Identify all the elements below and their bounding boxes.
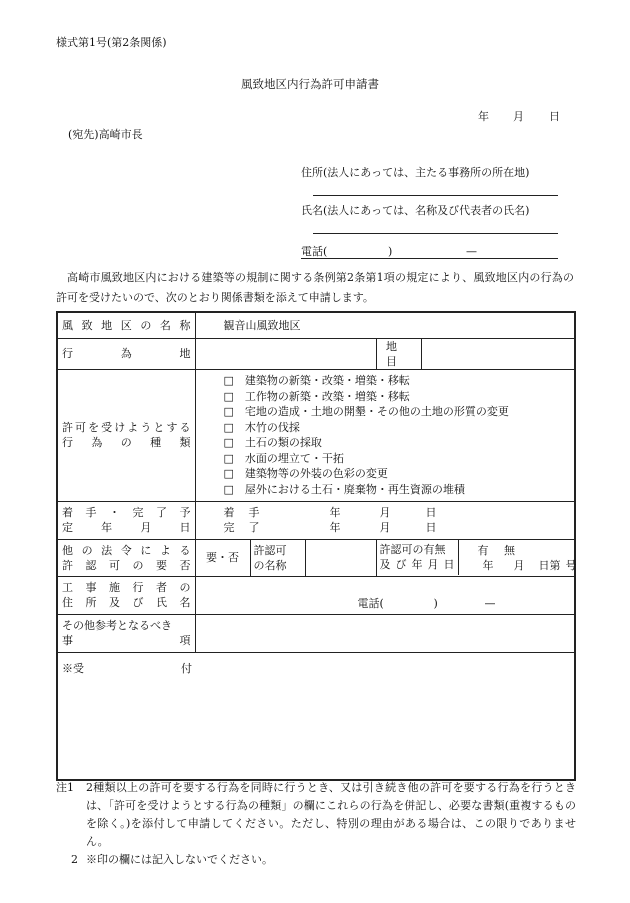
intro-text: 高崎市風致地区内における建築等の規制に関する条例第2条第1項の規定により、風致地区内の行為の許可を受けたいので、次のとおり関係書類を添えて申請します。 bbox=[56, 271, 574, 304]
note-item bbox=[56, 779, 576, 851]
checkbox-icon[interactable]: □ bbox=[223, 482, 234, 496]
reception-label: ※受 bbox=[62, 661, 84, 675]
permit-status-cell bbox=[376, 539, 575, 576]
date-day-label: 日 bbox=[549, 110, 560, 123]
note-label: 注1 bbox=[56, 781, 74, 794]
action-type-option[interactable]: □ 宅地の造成・土地の開墾・その他の土地の形質の変更 bbox=[223, 405, 509, 418]
action-type-label-1: 許可を受けようとする bbox=[62, 421, 191, 434]
action-type-label-cell bbox=[57, 369, 195, 501]
permit-name-input[interactable] bbox=[305, 539, 376, 576]
district-value[interactable]: 観音山風致地区 bbox=[195, 312, 575, 338]
name-label: 氏名(法人にあっては、名称及び代表者の氏名) bbox=[301, 204, 530, 217]
action-type-option[interactable]: □ 工作物の新築・改築・増築・移転 bbox=[223, 389, 410, 403]
other-law-row bbox=[57, 539, 575, 576]
addressee: (宛先)高崎市長 bbox=[68, 128, 143, 141]
contractor-row bbox=[57, 576, 575, 614]
remarks-label-2: 事項 bbox=[62, 634, 191, 647]
contractor-phone-dash: — bbox=[484, 596, 496, 610]
phone-dash: — bbox=[466, 245, 477, 258]
other-law-label-cell bbox=[57, 539, 195, 576]
checkbox-icon[interactable]: □ bbox=[223, 436, 234, 449]
other-law-label-2: 許認可の要否 bbox=[62, 558, 191, 572]
date-month-label: 月 bbox=[513, 110, 524, 123]
action-type-option[interactable]: □ 水面の埋立て・干拓 bbox=[223, 451, 344, 465]
note-text: 2種類以上の許可を要する行為を同時に行うとき、又は引き続き他の許可を要する行為を行うときは、「許可を受けようとする行為の種類」の欄にこれらの行為を併記し、必要な書類(重複するものを除く。)を添付して申請してください。ただし、特別の理由がある場合は、この限りでありません。 bbox=[86, 781, 576, 848]
permit-name-label-2: の名称 bbox=[253, 558, 287, 572]
complete-day-label: 日 bbox=[425, 521, 437, 534]
contractor-phone-label: 電話( bbox=[357, 596, 384, 610]
permit-year-label: 年 bbox=[482, 559, 494, 572]
permit-status-label: 許認可の有無 及び年月日 bbox=[377, 540, 459, 575]
notes bbox=[56, 779, 576, 869]
permit-month-label: 月 bbox=[513, 559, 525, 572]
action-type-row bbox=[57, 369, 575, 501]
complete-date-row[interactable] bbox=[224, 520, 571, 535]
checkbox-icon[interactable]: □ bbox=[223, 389, 234, 403]
action-type-option[interactable]: □ 建築物の新築・改築・増築・移転 bbox=[223, 374, 410, 387]
action-type-list bbox=[195, 369, 575, 501]
start-month-label: 月 bbox=[379, 506, 391, 519]
start-label: 着手 bbox=[223, 506, 274, 519]
permit-day-label: 日第 bbox=[538, 559, 561, 572]
district-label-cell: 風致地区の名称 bbox=[57, 312, 195, 338]
address-input-line[interactable] bbox=[313, 195, 558, 196]
remarks-label-cell bbox=[57, 614, 195, 652]
place-input[interactable] bbox=[195, 338, 376, 369]
action-type-option[interactable]: □ 屋外における土石・廃棄物・再生資源の堆積 bbox=[223, 482, 465, 496]
action-type-option[interactable]: □ 土石の類の採取 bbox=[223, 436, 322, 449]
place-row bbox=[57, 338, 575, 369]
contractor-label-2: 住所及び氏名 bbox=[62, 596, 191, 609]
contractor-label-1: 工事施行者の bbox=[62, 581, 191, 594]
start-date-row[interactable] bbox=[224, 505, 571, 520]
contractor-phone-close: ) bbox=[433, 596, 438, 610]
phone-input-line bbox=[301, 258, 558, 259]
phone-close-paren: ) bbox=[388, 245, 393, 258]
checkbox-icon[interactable]: □ bbox=[223, 405, 234, 418]
contractor-label-cell bbox=[57, 576, 195, 614]
contractor-input[interactable] bbox=[195, 576, 575, 614]
place-label-cell: 行為地 bbox=[57, 338, 195, 369]
note-label: 2 bbox=[71, 853, 78, 866]
start-day-label: 日 bbox=[425, 506, 437, 519]
name-input-line[interactable] bbox=[313, 233, 558, 234]
schedule-label-cell bbox=[57, 501, 195, 539]
permit-name-label-cell bbox=[250, 539, 305, 576]
checkbox-icon[interactable]: □ bbox=[223, 374, 234, 387]
checkbox-icon[interactable]: □ bbox=[223, 420, 234, 434]
action-type-label-2: 行為の種類 bbox=[62, 436, 191, 449]
action-type-option[interactable]: □ 建築物等の外装の色彩の変更 bbox=[223, 467, 388, 480]
checkbox-icon[interactable]: □ bbox=[223, 467, 234, 480]
start-year-label: 年 bbox=[329, 506, 341, 519]
schedule-row bbox=[57, 501, 575, 539]
complete-label: 完了 bbox=[223, 521, 274, 534]
reception-row bbox=[57, 652, 575, 780]
district-row bbox=[57, 312, 575, 338]
complete-month-label: 月 bbox=[379, 521, 391, 534]
other-law-label-1: 他の法令による bbox=[62, 543, 191, 557]
address-label: 住所(法人にあっては、主たる事務所の所在地) bbox=[301, 166, 530, 179]
yes-no-option[interactable]: 有 無 bbox=[477, 544, 521, 557]
remarks-row bbox=[57, 614, 575, 652]
reception-label-end: 付 bbox=[181, 661, 192, 675]
page-title: 風致地区内行為許可申請書 bbox=[241, 77, 379, 91]
phone-label: 電話( bbox=[301, 245, 328, 258]
schedule-label-1: 着手・完了予 bbox=[62, 506, 191, 519]
lot-input[interactable] bbox=[421, 338, 575, 369]
complete-year-label: 年 bbox=[329, 521, 341, 534]
permit-number-label: 号 bbox=[565, 559, 577, 572]
remarks-label-1: その他参考となるべき bbox=[62, 619, 172, 632]
remarks-input[interactable] bbox=[195, 614, 575, 652]
lot-label: 地目 bbox=[386, 339, 411, 368]
reception-cell bbox=[57, 652, 575, 780]
note-text: ※印の欄には記入しないでください。 bbox=[86, 853, 273, 866]
required-select[interactable]: 要・否 bbox=[195, 539, 250, 576]
action-type-option[interactable]: □ 木竹の伐採 bbox=[223, 420, 300, 434]
permit-name-label-1: 許認可 bbox=[253, 543, 287, 557]
permit-status-input[interactable] bbox=[459, 540, 575, 575]
note-item bbox=[56, 851, 576, 869]
schedule-label-2: 定年月日 bbox=[62, 521, 191, 534]
date-year-label: 年 bbox=[478, 110, 489, 123]
checkbox-icon[interactable]: □ bbox=[223, 451, 234, 465]
form-number: 様式第1号(第2条関係) bbox=[56, 36, 167, 49]
application-table bbox=[56, 311, 576, 781]
schedule-dates[interactable] bbox=[195, 501, 575, 539]
lot-label-cell bbox=[376, 338, 421, 369]
